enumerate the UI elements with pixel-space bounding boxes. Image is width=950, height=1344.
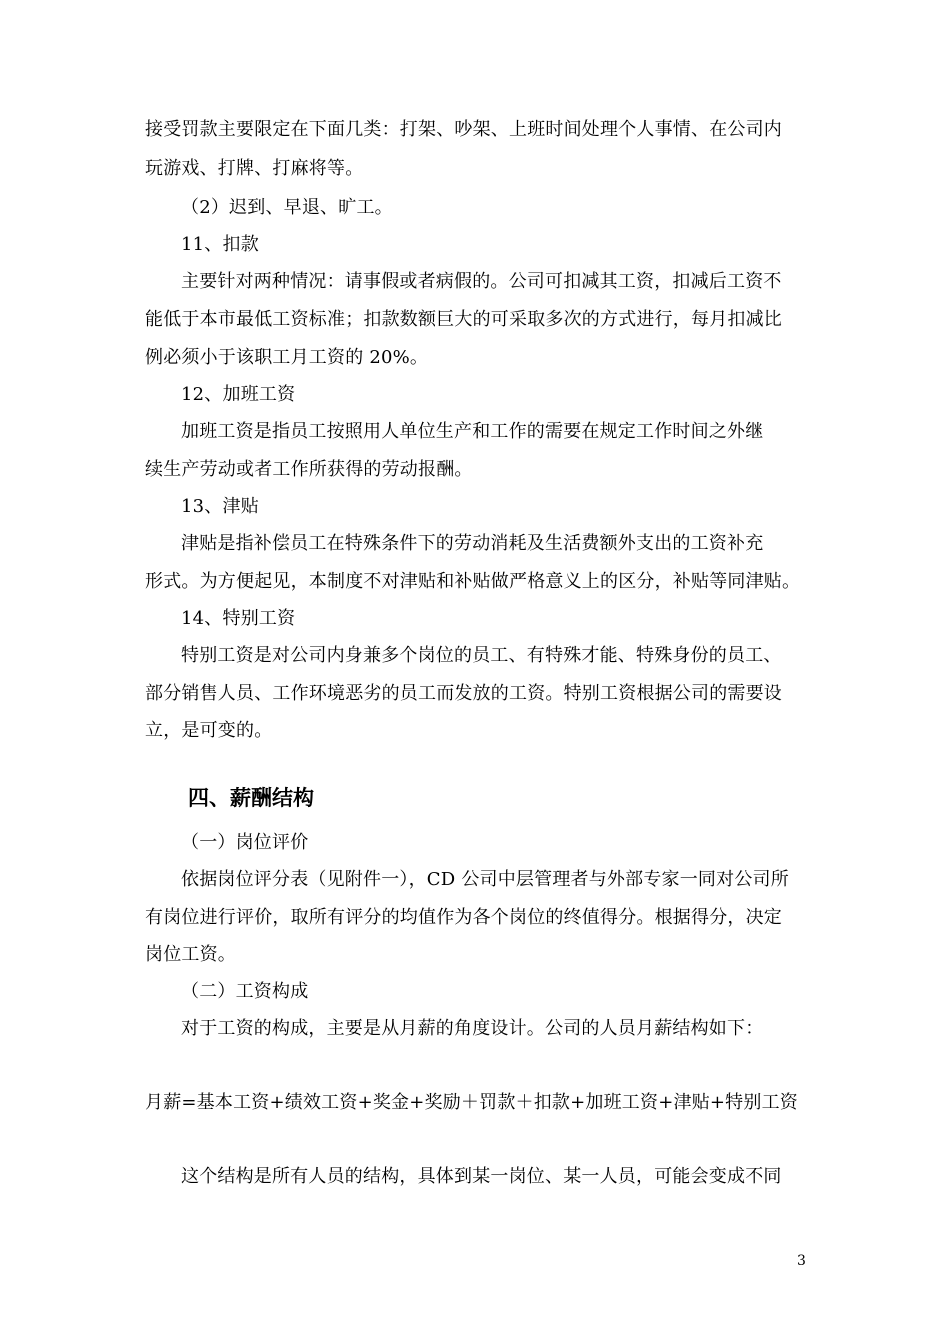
body-text-line: 部分销售人员、工作环境恶劣的员工而发放的工资。特别工资根据公司的需要设 (145, 683, 782, 704)
page-number: 3 (797, 1253, 806, 1269)
subheading-salary-composition: （二）工资构成 (181, 981, 309, 1002)
body-text-line: 岗位工资。 (145, 944, 236, 965)
body-text-line: 有岗位进行评价，取所有评分的均值作为各个岗位的终值得分。根据得分，决定 (145, 907, 782, 928)
subheading-allowance: 13、津贴 (181, 496, 259, 517)
subheading-deduction: 11、扣款 (181, 234, 259, 255)
body-text-line: 加班工资是指员工按照用人单位生产和工作的需要在规定工作时间之外继 (181, 421, 764, 442)
body-text-line: 接受罚款主要限定在下面几类：打架、吵架、上班时间处理个人事情、在公司内 (145, 119, 782, 140)
body-text-line: 主要针对两种情况：请事假或者病假的。公司可扣减其工资，扣减后工资不 (181, 271, 782, 292)
body-text-line: 特别工资是对公司内身兼多个岗位的员工、有特殊才能、特殊身份的员工、 (181, 645, 782, 666)
body-text-line: 玩游戏、打牌、打麻将等。 (145, 158, 364, 179)
body-text-line: 形式。为方便起见，本制度不对津贴和补贴做严格意义上的区分，补贴等同津贴。 (145, 571, 801, 592)
body-text-line: 对于工资的构成，主要是从月薪的角度设计。公司的人员月薪结构如下： (181, 1018, 764, 1039)
subheading-overtime-pay: 12、加班工资 (181, 384, 296, 405)
subheading-position-evaluation: （一）岗位评价 (181, 832, 309, 853)
body-text-line: 依据岗位评分表（见附件一），CD 公司中层管理者与外部专家一同对公司所 (181, 869, 789, 890)
body-text-line: 例必须小于该职工月工资的 20%。 (145, 347, 429, 368)
body-text-line: 这个结构是所有人员的结构，具体到某一岗位、某一人员，可能会变成不同 (181, 1166, 782, 1187)
list-item-text: （2）迟到、早退、旷工。 (181, 197, 393, 218)
salary-formula: 月薪=基本工资+绩效工资+奖金+奖励＋罚款＋扣款+加班工资+津贴+特别工资 (145, 1092, 798, 1113)
body-text-line: 能低于本市最低工资标准；扣款数额巨大的可采取多次的方式进行，每月扣减比 (145, 309, 782, 330)
body-text-line: 续生产劳动或者工作所获得的劳动报酬。 (145, 459, 473, 480)
body-text-line: 立，是可变的。 (145, 720, 273, 741)
section-heading: 四、薪酬结构 (188, 786, 314, 810)
body-text-line: 津贴是指补偿员工在特殊条件下的劳动消耗及生活费额外支出的工资补充 (181, 533, 764, 554)
subheading-special-pay: 14、特别工资 (181, 608, 296, 629)
